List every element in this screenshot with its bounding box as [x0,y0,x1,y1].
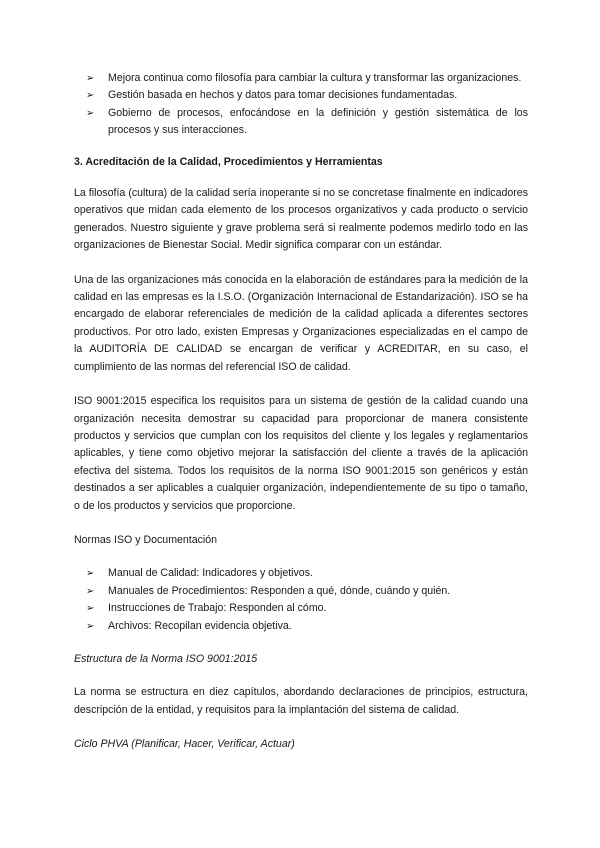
arrow-bullet-icon: ➢ [86,568,95,580]
structure-paragraph: La norma se estructura en diez capítulos, abordando declaraciones de principios, estructura, descripción de la entidad, y requisitos para la implantación del sistema de calidad. [74,686,528,716]
arrow-bullet-icon: ➢ [86,90,95,102]
list-item: ➢ Mejora continua como filosofía para cambiar la cultura y transformar las organizaciones. [74,70,528,87]
arrow-bullet-icon: ➢ [86,73,95,84]
arrow-bullet-icon: ➢ [86,620,95,632]
principles-list [74,70,528,140]
structure-title: Estructura de la Norma ISO 9001:2015 [74,652,258,665]
paragraph-iso-organization: Una de las organizaciones más conocida en la elaboración de estándares para la medición de la calidad en las empresas es la I.S.O. (Organización Internacional de Estandarización). ISO se ha encargado de elaborar referenciales de medición de la calidad aplicada a diferentes sectores productivos. Por otro lado, existen Empresas y Organizaciones especializadas en el campo de la AUDITORÍA DE CALIDAD se encargan de verificar y ACREDITAR, en su caso, el cumplimiento de las normas del referencial ISO de calidad. [74,273,528,373]
arrow-bullet-icon: ➢ [86,107,95,119]
list-item: ➢ Gestión basada en hechos y datos para tomar decisiones fundamentadas. [74,87,528,104]
arrow-bullet-icon: ➢ [86,585,95,597]
document-page [74,70,528,770]
documentation-list [74,565,528,635]
section-heading: 3. Acreditación de la Calidad, Procedimientos y Herramientas [74,155,383,168]
list-item: ➢ Manual de Calidad: Indicadores y objetivos. [74,565,528,582]
paragraph-iso-9001: ISO 9001:2015 especifica los requisitos para un sistema de gestión de la calidad cuando una organización necesita demostrar su capacidad para proporcionar de manera consistente productos y servicios que cumplan con los requisitos del cliente y los legales y reglamentarios aplicables, y tiene como objetivo mejorar la satisfacción del cliente a través de la aplicación efectiva del sistema. Todos los requisitos de la norma ISO 9001:2015 son genéricos y están destinados a ser aplicables a cualquier organización, independientemente de su tipo o tamaño, o de los productos y servicios que proporcione. [74,395,528,512]
list-item: ➢ Manuales de Procedimientos: Responden a qué, dónde, cuándo y quién. [74,583,528,600]
list-item: ➢ Gobierno de procesos, enfocándose en la definición y gestión sistemática de los procesos y sus interacciones. [86,106,528,137]
arrow-bullet-icon: ➢ [86,603,95,615]
list-item: ➢ Archivos: Recopilan evidencia objetiva. [74,618,528,635]
list-item: ➢ Instrucciones de Trabajo: Responden al cómo. [74,600,528,617]
cycle-title: Ciclo PHVA (Planificar, Hacer, Verificar, Actuar) [74,738,295,751]
norms-title: Normas ISO y Documentación [74,533,218,546]
paragraph-philosophy: La filosofía (cultura) de la calidad sería inoperante si no se concretase finalmente en indicadores operativos que midan cada elemento de los procesos organizativos y cada producto o servicio generados. Nuestro siguiente y grave problema será si realmente podemos medirlo todo en las organizaciones de Bienestar Social. Medir significa comparar con un estándar. [74,187,528,252]
